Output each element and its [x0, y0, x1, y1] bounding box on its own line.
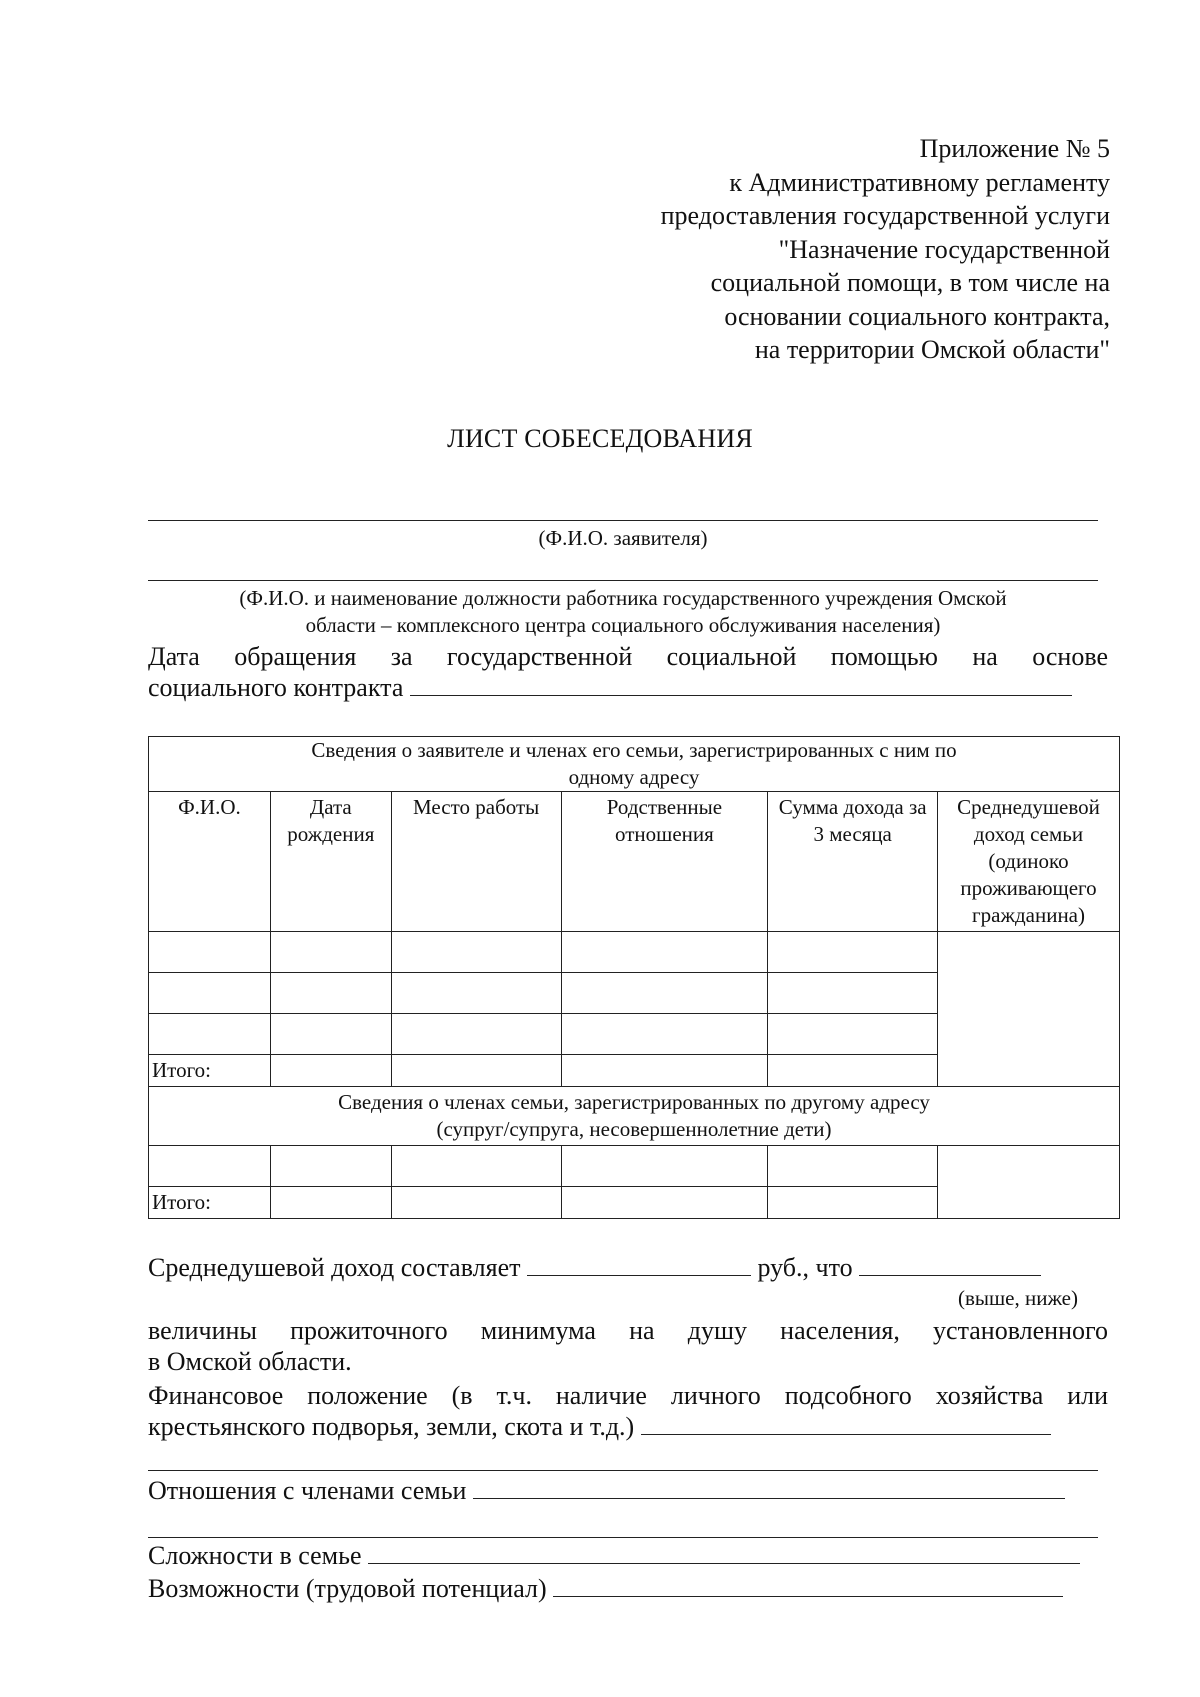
appendix-line: Приложение № 5	[919, 134, 1110, 163]
total-label: Итого:	[149, 1187, 271, 1219]
cell-fio[interactable]	[149, 1014, 271, 1055]
avg-income-line	[148, 1252, 1108, 1283]
cell-work[interactable]	[391, 932, 561, 973]
financial-line1: Финансовое положение (в т.ч. наличие личного подсобного хозяйства или	[148, 1381, 1108, 1410]
header-relation: Родственные отношения	[561, 792, 768, 932]
cell-birth[interactable]	[270, 932, 391, 973]
date-request-label: социального контракта	[148, 673, 404, 702]
avg-income-hint: (выше, ниже)	[957, 1286, 1079, 1310]
date-request-line2	[148, 672, 1108, 703]
family-relations-line	[148, 1475, 1108, 1506]
avg-income-amount-field[interactable]	[527, 1253, 751, 1276]
worker-name-line[interactable]	[148, 580, 1098, 581]
cell-work[interactable]	[391, 1014, 561, 1055]
date-request-line1: Дата обращения за государственной социальной помощью на основе	[148, 642, 1108, 671]
financial-field[interactable]	[641, 1412, 1051, 1435]
cell-birth[interactable]	[270, 1146, 391, 1187]
section1-title-row	[149, 737, 1120, 792]
total-label: Итого:	[149, 1055, 271, 1087]
cell-income[interactable]	[768, 973, 938, 1014]
section2-title-row	[149, 1087, 1120, 1146]
family-difficulties-field[interactable]	[368, 1541, 1080, 1564]
financial-extra-line[interactable]	[148, 1470, 1098, 1471]
cell-total[interactable]	[270, 1187, 391, 1219]
cell-total[interactable]	[391, 1055, 561, 1087]
header-fio: Ф.И.О.	[149, 792, 271, 932]
avg-income-continuation-line1: величины прожиточного минимума на душу населения, установленного	[148, 1316, 1108, 1345]
cell-total[interactable]	[561, 1187, 768, 1219]
cell-birth[interactable]	[270, 973, 391, 1014]
cell-avg-income[interactable]	[938, 932, 1120, 1087]
avg-income-unit: руб., что	[757, 1253, 853, 1282]
family-difficulties-label: Сложности в семье	[148, 1541, 362, 1570]
cell-fio[interactable]	[149, 932, 271, 973]
cell-total[interactable]	[768, 1055, 938, 1087]
cell-relation[interactable]	[561, 973, 768, 1014]
cell-relation[interactable]	[561, 1014, 768, 1055]
appendix-line: к Административному регламенту	[729, 167, 1110, 197]
cell-work[interactable]	[391, 973, 561, 1014]
cell-income[interactable]	[768, 1146, 938, 1187]
opportunities-line	[148, 1573, 1108, 1604]
header-birth: Дата рождения	[270, 792, 391, 932]
applicant-name-line[interactable]	[148, 520, 1098, 521]
cell-income[interactable]	[768, 932, 938, 973]
date-request-field[interactable]	[410, 673, 1072, 696]
section1-title-line2: одному адресу	[568, 765, 700, 789]
appendix-line: социальной помощи, в том числе на	[710, 268, 1110, 297]
cell-total[interactable]	[768, 1187, 938, 1219]
opportunities-field[interactable]	[553, 1574, 1063, 1597]
cell-relation[interactable]	[561, 932, 768, 973]
appendix-line: на территории Омской области"	[754, 335, 1110, 364]
applicant-caption: (Ф.И.О. заявителя)	[538, 526, 708, 550]
opportunities-label: Возможности (трудовой потенциал)	[148, 1574, 547, 1603]
cell-total[interactable]	[270, 1055, 391, 1087]
cell-relation[interactable]	[561, 1146, 768, 1187]
avg-income-prefix: Среднедушевой доход составляет	[148, 1253, 521, 1282]
header-row	[149, 792, 1120, 932]
section2-title-line2: (супруг/супруга, несовершеннолетние дети)	[436, 1117, 832, 1141]
cell-fio[interactable]	[149, 1146, 271, 1187]
section2-title	[149, 1087, 1120, 1146]
avg-income-continuation-line2: в Омской области.	[148, 1347, 352, 1376]
appendix-line: предоставления государственной услуги	[660, 201, 1110, 230]
family-info-table	[148, 736, 1120, 1219]
cell-total[interactable]	[561, 1055, 768, 1087]
header-avg-income: Среднедушевой доход семьи (одиноко проживающего гражданина)	[938, 792, 1120, 932]
table-row	[149, 932, 1120, 973]
cell-income[interactable]	[768, 1014, 938, 1055]
section1-title-line1: Сведения о заявителе и членах его семьи, зарегистрированных с ним по	[311, 738, 957, 762]
financial-line2	[148, 1411, 1108, 1442]
financial-label: крестьянского подворья, земли, скота и т.д.)	[148, 1412, 635, 1441]
header-work: Место работы	[391, 792, 561, 932]
appendix-line: основании социального контракта,	[724, 301, 1110, 331]
section1-title	[149, 737, 1120, 792]
section2-title-line1: Сведения о членах семьи, зарегистрированных по другому адресу	[338, 1090, 930, 1114]
worker-caption-line1: (Ф.И.О. и наименование должности работника государственного учреждения Омской	[239, 586, 1007, 610]
cell-birth[interactable]	[270, 1014, 391, 1055]
worker-caption	[148, 585, 1098, 639]
appendix-header	[550, 132, 1110, 367]
table-row	[149, 1146, 1120, 1187]
family-relations-extra-line[interactable]	[148, 1537, 1098, 1538]
avg-income-comparison-field[interactable]	[859, 1253, 1041, 1276]
family-relations-label: Отношения с членами семьи	[148, 1476, 467, 1505]
cell-avg-income[interactable]	[938, 1146, 1120, 1219]
cell-work[interactable]	[391, 1146, 561, 1187]
page-title: ЛИСТ СОБЕСЕДОВАНИЯ	[447, 424, 753, 453]
header-income: Сумма дохода за 3 месяца	[768, 792, 938, 932]
family-difficulties-line	[148, 1540, 1108, 1571]
appendix-line: "Назначение государственной	[778, 234, 1110, 264]
cell-total[interactable]	[391, 1187, 561, 1219]
family-relations-field[interactable]	[473, 1476, 1065, 1499]
worker-caption-line2: области – комплексного центра социального обслуживания населения)	[305, 613, 941, 637]
cell-fio[interactable]	[149, 973, 271, 1014]
